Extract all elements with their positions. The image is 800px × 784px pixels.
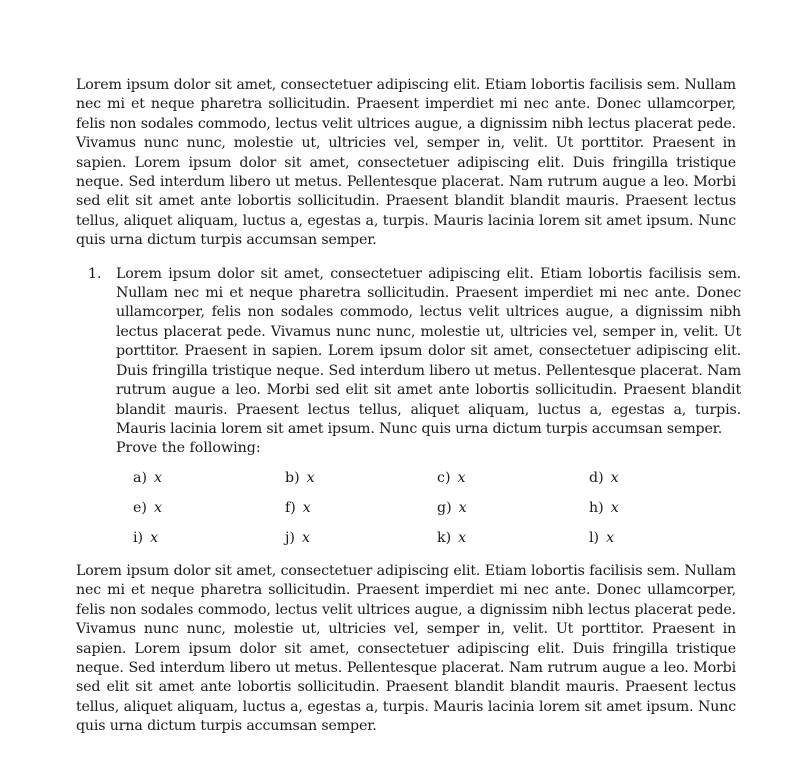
subitem-label: e) (133, 499, 147, 516)
enumerate-body (116, 265, 741, 562)
prove-statement: Prove the following: (116, 440, 261, 457)
closing-paragraph: Lorem ipsum dolor sit amet, consectetuer adipiscing elit. Etiam lobortis facilisis sem. Nullam nec mi et neque pharetra sollicitudin. Praesent imperdiet mi nec ante. Donec ullamcorper, felis non sodales commodo, lectus velit ultrices augue, a dignissim nibh lectus placerat pede. Vivamus nunc nunc, molestie ut, ultricies vel, semper in, velit. Ut porttitor. Praesent in sapien. Lorem ipsum dolor sit amet, consectetuer adipiscing elit. Duis fringilla tristique neque. Sed interdum libero ut metus. Pellentesque placerat. Nam rutrum augue a leo. Morbi sed elit sit amet ante lobortis sollicitudin. Praesent blandit blandit mauris. Praesent lectus tellus, aliquet aliquam, luctus a, egestas a, turpis. Mauris lacinia lorem sit amet ipsum. Nunc quis urna dictum turpis accumsan semper. (76, 562, 736, 735)
enumerate-label: 1. (88, 265, 102, 282)
subitem-variable: x (457, 469, 466, 486)
subitem (133, 469, 285, 488)
subitem-label: k) (437, 529, 452, 546)
subitem (589, 469, 741, 488)
subitem (285, 529, 437, 548)
subitem-label: g) (437, 499, 452, 516)
subitem-label: j) (285, 529, 295, 546)
enumerate-item (76, 265, 741, 562)
subitem (285, 499, 437, 518)
document-page (76, 76, 741, 737)
subitem-label: d) (589, 469, 604, 486)
intro-paragraph: Lorem ipsum dolor sit amet, consectetuer adipiscing elit. Etiam lobortis facilisis sem. Nullam nec mi et neque pharetra sollicitudin. Praesent imperdiet mi nec ante. Donec ullamcorper, felis non sodales commodo, lectus velit ultrices augue, a dignissim nibh lectus placerat pede. Vivamus nunc nunc, molestie ut, ultricies vel, semper in, velit. Ut porttitor. Praesent in sapien. Lorem ipsum dolor sit amet, consectetuer adipiscing elit. Duis fringilla tristique neque. Sed interdum libero ut metus. Pellentesque placerat. Nam rutrum augue a leo. Morbi sed elit sit amet ante lobortis sollicitudin. Praesent blandit blandit mauris. Praesent lectus tellus, aliquet aliquam, luctus a, egestas a, turpis. Mauris lacinia lorem sit amet ipsum. Nunc quis urna dictum turpis accumsan semper. (76, 77, 736, 249)
subitem-variable: x (150, 529, 159, 546)
subitem (133, 529, 285, 548)
subitem (285, 469, 437, 488)
subitem-variable: x (302, 499, 311, 516)
subitem (437, 499, 589, 518)
subitem-variable: x (610, 469, 619, 486)
enumerate-paragraph: Lorem ipsum dolor sit amet, consectetuer adipiscing elit. Etiam lobortis facilisis sem. Nullam nec mi et neque pharetra sollicitudin. Praesent imperdiet mi nec ante. Donec ullamcorper, felis non sodales commodo, lectus velit ultrices augue, a dignissim nibh lectus placerat pede. Vivamus nunc nunc, molestie ut, ultricies vel, semper in, velit. Ut porttitor. Praesent in sapien. Lorem ipsum dolor sit amet, consectetuer adipiscing elit. Duis fringilla tristique neque. Sed interdum libero ut metus. Pellentesque placerat. Nam rutrum augue a leo. Morbi sed elit sit amet ante lobortis sollicitudin. Praesent blandit blandit mauris. Praesent lectus tellus, aliquet aliquam, luctus a, egestas a, turpis. Mauris lacinia lorem sit amet ipsum. Nunc quis urna dictum turpis accumsan semper. (116, 265, 741, 437)
subitem-variable: x (154, 469, 163, 486)
subitem-label: c) (437, 469, 451, 486)
subitem-variable: x (306, 469, 315, 486)
subitem-label: b) (285, 469, 300, 486)
subitem (133, 499, 285, 518)
subitem-label: i) (133, 529, 144, 546)
subitem-variable: x (153, 499, 162, 516)
subitem (589, 499, 741, 518)
subitem-variable: x (301, 529, 310, 546)
subitem-variable: x (458, 499, 467, 516)
subitem (437, 529, 589, 548)
subitem-variable: x (610, 499, 619, 516)
subitem-variable: x (606, 529, 615, 546)
subitem-label: a) (133, 469, 147, 486)
subitem-label: l) (589, 529, 600, 546)
subitem-label: f) (285, 499, 296, 516)
subitem-label: h) (589, 499, 604, 516)
subitem-grid (133, 469, 741, 548)
subitem-variable: x (458, 529, 467, 546)
subitem (589, 529, 741, 548)
subitem (437, 469, 589, 488)
